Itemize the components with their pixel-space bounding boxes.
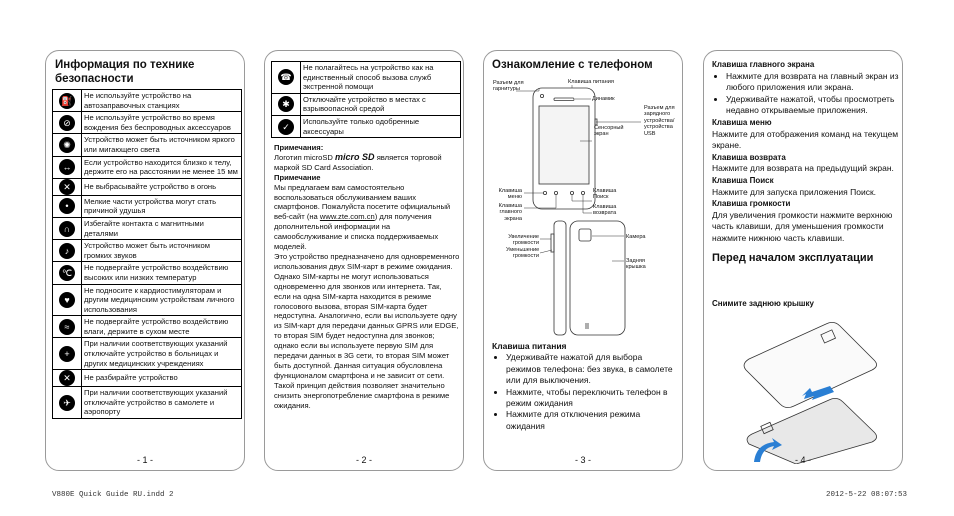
- safety-icon-cell: [272, 115, 301, 137]
- print-footer-left: V880E Quick Guide RU.indd 2: [52, 491, 174, 499]
- safety-row: [53, 217, 242, 239]
- no-fuel-icon: ⛽: [59, 93, 75, 109]
- label-volume-up: Увеличение громкости: [508, 234, 539, 247]
- safety-text: Мелкие части устройства могут стать причиной удушья: [82, 195, 242, 217]
- no-fire-icon: ✕: [59, 179, 75, 195]
- safety-row: [53, 195, 242, 217]
- back-key-text: Нажмите для возврата на предыдущий экран.: [712, 163, 894, 174]
- safety-table-cont: [271, 61, 461, 138]
- airplane-icon: ✈: [59, 395, 75, 411]
- print-footer-right: 2012-5-22 08:07:53: [826, 491, 908, 499]
- loud-sound-icon: ♪: [59, 243, 75, 259]
- safety-title: Информация по технике безопасности: [55, 59, 195, 85]
- label-menu-key: Клавиша меню: [498, 188, 522, 201]
- safety-icon-cell: [53, 316, 82, 338]
- safety-icon-cell: [53, 134, 82, 156]
- power-bullet: • Удерживайте нажатой для выбора режимов телефона: без звука, в самолете или для выключения.: [506, 352, 678, 386]
- page-1: [45, 50, 245, 471]
- temperature-icon: ℃: [59, 265, 75, 281]
- zte-link[interactable]: www.zte.com.cn: [319, 212, 375, 222]
- notes-block: [274, 143, 460, 410]
- label-touchscreen: Сенсорный экран: [594, 125, 624, 138]
- safety-icon-cell: [53, 90, 82, 112]
- phone-diagram: [484, 51, 684, 351]
- no-water-icon: ≈: [59, 319, 75, 335]
- safety-text: При наличии соответствующих указаний отключайте устройство в самолете и аэропорту: [82, 387, 242, 419]
- distance-icon: ↔: [59, 159, 75, 175]
- page-number: - 1 -: [136, 455, 153, 465]
- safety-text: Устройство может быть источником яркого или мигающего света: [82, 134, 242, 156]
- page-number: - 4 -: [794, 455, 811, 465]
- label-camera: Камера: [626, 234, 646, 240]
- safety-icon-cell: [53, 156, 82, 178]
- label-speaker: Динамик: [592, 96, 615, 102]
- phone-back: [570, 221, 625, 335]
- page-number: - 2 -: [355, 455, 372, 465]
- safety-text: Не подносите к кардиостимуляторам и другим медицинским устройствам личного использования: [82, 284, 242, 316]
- safety-text: Устройство может быть источником громких звуков: [82, 240, 242, 262]
- safety-text: Не подвергайте устройство воздействию влаги, держите в сухом месте: [82, 316, 242, 338]
- label-home-key: Клавиша главного экрана: [498, 203, 522, 222]
- label-back-cover: Задняя крышка: [626, 258, 646, 271]
- page-number: - 3 -: [574, 455, 591, 465]
- safety-row: [53, 134, 242, 156]
- safety-row: [272, 115, 461, 137]
- safety-text: Если устройство находится близко к телу, держите его на расстоянии не менее 15 мм: [82, 156, 242, 178]
- menu-key-title: Клавиша меню: [712, 117, 772, 127]
- safety-row: [53, 240, 242, 262]
- before-use-title: Перед началом эксплуатации: [712, 252, 874, 264]
- safety-text: Не выбрасывайте устройство в огонь: [82, 178, 242, 195]
- safety-icon-cell: [53, 112, 82, 134]
- label-headset-jack: Разъем для гарнитуры: [493, 80, 524, 93]
- no-flash-icon: ✺: [59, 137, 75, 153]
- safety-text: Не полагайтесь на устройство как на единственный способ вызова служб экстренной помощи: [301, 62, 461, 94]
- safety-text: Не используйте устройство на автозаправочных станциях: [82, 90, 242, 112]
- safety-row: [53, 156, 242, 178]
- label-search-key: Клавиша Поиск: [593, 188, 617, 201]
- safety-icon-cell: [53, 240, 82, 262]
- safety-row: [272, 62, 461, 94]
- safety-row: [53, 284, 242, 316]
- safety-icon-cell: [53, 195, 82, 217]
- safety-text: Не используйте устройство во время вождения без беспроводных аксессуаров: [82, 112, 242, 134]
- safety-row: [53, 370, 242, 387]
- back-key-title: Клавиша возврата: [712, 152, 786, 162]
- microsd-post: является торговой маркой SD Card Association.: [274, 152, 442, 172]
- safety-row: [272, 93, 461, 115]
- power-key-title: Клавиша питания: [492, 341, 567, 351]
- note-text: Мы предлагаем вам самостоятельно воспользоваться обслуживанием ваших смартфонов. Пожалуйста посетите официальный веб-сайт (на www.zte.com.cn) для получения дополнительной информации на самообслуживание и списка поддерживаемых моделей.: [274, 182, 451, 252]
- safety-icon-cell: [53, 217, 82, 239]
- power-key-section: [492, 341, 678, 432]
- remove-cover-title: Снимите заднюю крышку: [712, 299, 814, 308]
- page-4: [703, 50, 903, 471]
- no-emergency-icon: ☎: [278, 69, 294, 85]
- safety-icon-cell: [53, 338, 82, 370]
- safety-icon-cell: [53, 284, 82, 316]
- accessory-icon: ✓: [278, 119, 294, 135]
- safety-text: Не подвергайте устройство воздействию высоких или низких температур: [82, 262, 242, 284]
- safety-row: [53, 338, 242, 370]
- microsd-logo: micro SD: [335, 152, 375, 163]
- safety-icon-cell: [53, 262, 82, 284]
- safety-text: При наличии соответствующих указаний отключайте устройство в больницах и других медицинских учреждениях: [82, 338, 242, 370]
- note-title: Примечание: [274, 172, 321, 182]
- phone-front: [533, 88, 597, 209]
- safety-row: [53, 387, 242, 419]
- safety-text: Используйте только одобренные аксессуары: [301, 115, 461, 137]
- dual-sim-text: Это устройство предназначено для одновременного использования двух SIM-карт в режиме ожидания. Однако SIM-карты не могут использоваться одновременно для звонков или интернета. Так, если на одна SIM-карта находится в режиме голосового вызова, вторая SIM-карта будет недоступна. Аналогично, если вы используете одну из SIM-карт для передачи данных GPRS или EDGE, то вторая SIM будет недоступна для звонков; однако если вы используете первую SIM для передачи данных в 3G сети, то вторая SIM может быть доступной. Данная ситуация обусловлена функционалом смартфона и не зависит от сети. Такой принцип действия позволяет значительно снизить энергопотребление смартфона в режиме ожидания.: [274, 251, 460, 410]
- safety-text: Избегайте контакта с магнитными деталями: [82, 217, 242, 239]
- volume-key-text: Для увеличения громкости нажмите верхнюю часть клавиши, для уменьшения громкости нажмите нижнюю часть клавиши.: [712, 209, 893, 243]
- no-driving-icon: ⊘: [59, 115, 75, 131]
- safety-row: [53, 90, 242, 112]
- search-key-title: Клавиша Поиск: [712, 175, 774, 185]
- safety-row: [53, 262, 242, 284]
- home-bullet: • Удерживайте нажатой, чтобы просмотреть недавно открываемые приложения.: [726, 94, 900, 117]
- magnet-icon: ∩: [59, 221, 75, 237]
- safety-text: Отключайте устройство в местах с взрывоопасной средой: [301, 93, 461, 115]
- safety-icon-cell: [272, 93, 301, 115]
- pacemaker-icon: ♥: [59, 292, 75, 308]
- power-bullet: • Нажмите для отключения режима ожидания: [506, 409, 678, 432]
- label-back-key: Клавиша возврата: [593, 204, 617, 217]
- safety-icon-cell: [53, 178, 82, 195]
- small-parts-icon: •: [59, 198, 75, 214]
- safety-row: [53, 112, 242, 134]
- home-key-title: Клавиша главного экрана: [712, 60, 815, 69]
- safety-icon-cell: [272, 62, 301, 94]
- home-bullet: • Нажмите для возврата на главный экран из любого приложения или экрана.: [726, 71, 900, 94]
- search-key-text: Нажмите для запуска приложения Поиск.: [712, 186, 877, 197]
- safety-row: [53, 316, 242, 338]
- page-2: [264, 50, 464, 471]
- volume-key-title: Клавиша громкости: [712, 199, 791, 209]
- power-bullet: • Нажмите, чтобы переключить телефон в режим ожидания: [506, 387, 678, 410]
- label-usb-port: Разъем для зарядного устройства/ устройства USB: [644, 105, 675, 137]
- microsd-pre: Логотип microSD: [274, 152, 333, 162]
- safety-icon-cell: [53, 387, 82, 419]
- phone-overview-title: Ознакомление с телефоном: [492, 59, 653, 71]
- phone-side: [551, 221, 566, 335]
- safety-text: Не разбирайте устройство: [82, 370, 242, 387]
- explosion-icon: ✱: [278, 96, 294, 112]
- label-power-key: Клавиша питания: [568, 79, 614, 85]
- hospital-icon: +: [59, 346, 75, 362]
- safety-table: [52, 89, 242, 419]
- cover-removal-illustration: [734, 314, 899, 464]
- no-disassemble-icon: ✕: [59, 370, 75, 386]
- safety-icon-cell: [53, 370, 82, 387]
- keys-description: [712, 59, 900, 245]
- label-volume-down: Уменьшение громкости: [506, 247, 540, 260]
- safety-row: [53, 178, 242, 195]
- menu-key-text: Нажмите для отображения команд на текущем экране.: [712, 128, 899, 151]
- notes-title: Примечания:: [274, 143, 324, 152]
- page-3: [483, 50, 683, 471]
